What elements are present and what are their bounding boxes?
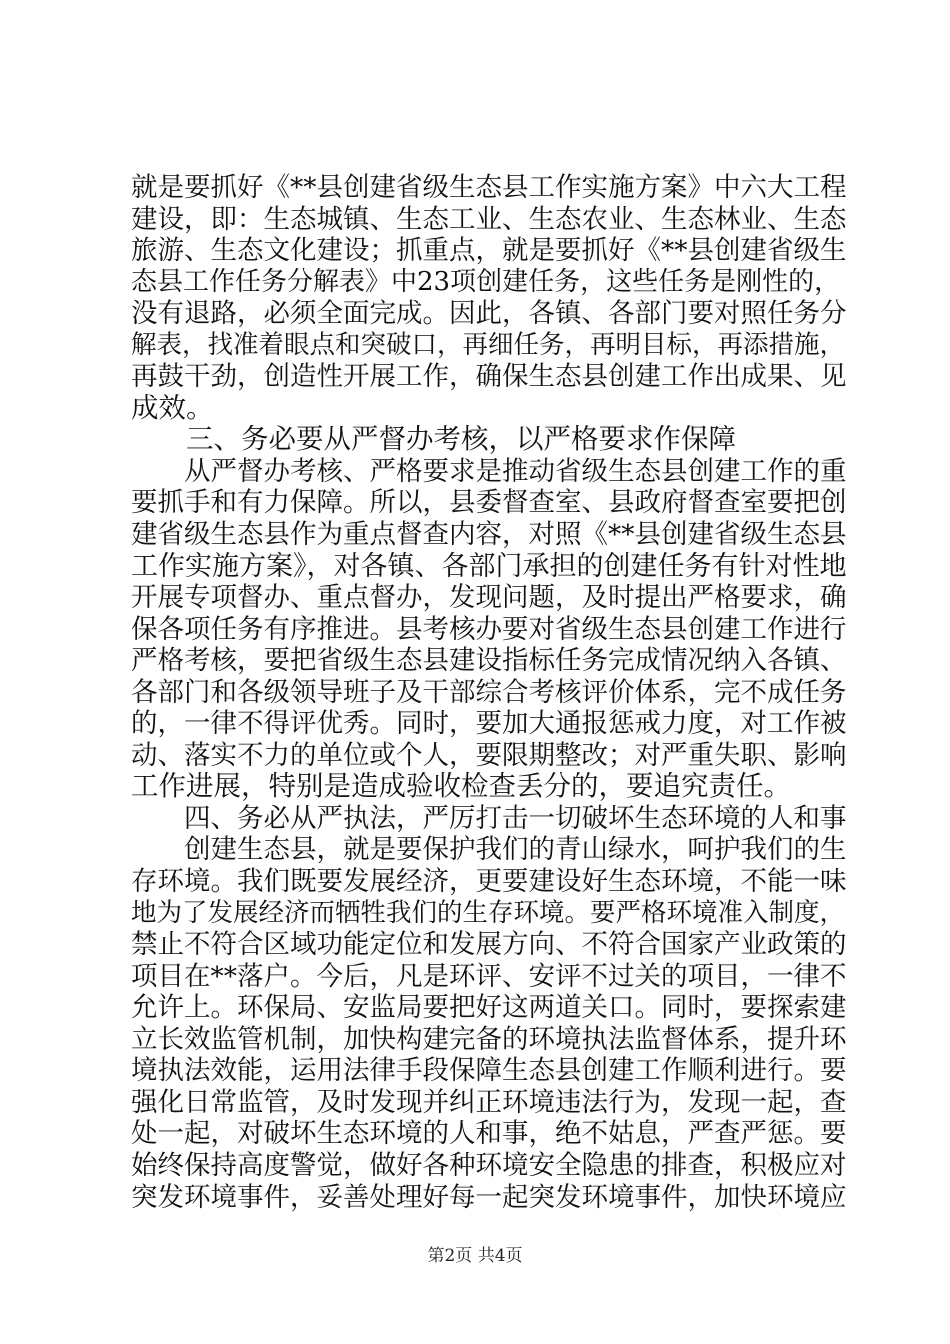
text-line: 就是要抓好《**县创建省级生态县工作实施方案》中六大工程 (131, 172, 847, 203)
text-line: 各部门和各级领导班子及干部综合考核评价体系，完不成任务 (131, 676, 847, 708)
text-line: 工作实施方案》，对各镇、各部门承担的创建任务有针对性地 (131, 550, 847, 582)
text-line: 工作进展，特别是造成验收检查丢分的，要追究责任。 (131, 770, 791, 803)
text-line: 从严督办考核、严格要求是推动省级生态县创建工作的重 (131, 455, 847, 487)
text-line: 解表，找准着眼点和突破口，再细任务，再明目标，再添措施， (131, 329, 846, 360)
text-line: 成效。 (131, 391, 214, 424)
text-line: 再鼓干劲，创造性开展工作，确保生态县创建工作出成果、见 (131, 361, 847, 393)
text-line: 强化日常监管，及时发现并纠正环境违法行为，发现一起，查 (131, 1086, 847, 1118)
text-line: 建设，即：生态城镇、生态工业、生态农业、生态林业、生态 (131, 203, 847, 235)
text-line: 三、务必要从严督办考核，以严格要求作保障 (131, 423, 736, 456)
text-line: 始终保持高度警觉，做好各种环境安全隐患的排查，积极应对 (131, 1149, 847, 1181)
page-number-footer: 第2页 共4页 (427, 1246, 523, 1266)
text-line: 禁止不符合区域功能定位和发展方向、不符合国家产业政策的 (131, 929, 847, 961)
text-line: 严格考核，要把省级生态县建设指标任务完成情况纳入各镇、 (131, 645, 847, 677)
text-line: 项目在**落户。今后，凡是环评、安评不过关的项目，一律不 (131, 960, 847, 992)
text-line: 旅游、生态文化建设；抓重点，就是要抓好《**县创建省级生 (131, 235, 847, 267)
text-line: 创建生态县，就是要保护我们的青山绿水，呵护我们的生 (131, 834, 847, 866)
text-line: 地为了发展经济而牺牲我们的生存环境。要严格环境准入制度， (131, 897, 846, 928)
text-line: 保各项任务有序推进。县考核办要对省级生态县创建工作进行 (131, 613, 847, 645)
text-line: 突发环境事件，妥善处理好每一起突发环境事件，加快环境应 (131, 1181, 847, 1213)
text-line: 态县工作任务分解表》中23项创建任务，这些任务是刚性的， (131, 266, 841, 297)
text-line: 四、务必从严执法，严厉打击一切破坏生态环境的人和事 (131, 802, 847, 834)
text-line: 建省级生态县作为重点督查内容，对照《**县创建省级生态县 (131, 519, 847, 551)
text-line: 处一起，对破坏生态环境的人和事，绝不姑息，严查严惩。要 (131, 1118, 847, 1150)
text-line: 开展专项督办、重点督办，发现问题，及时提出严格要求，确 (131, 582, 847, 614)
text-line: 存环境。我们既要发展经济，更要建设好生态环境，不能一味 (131, 866, 847, 898)
document-body (131, 172, 851, 1213)
text-line: 境执法效能，运用法律手段保障生态县创建工作顺利进行。要 (131, 1055, 847, 1087)
text-line: 的，一律不得评优秀。同时，要加大通报惩戒力度，对工作被 (131, 708, 847, 740)
text-line: 动、落实不力的单位或个人，要限期整改；对严重失职、影响 (131, 739, 847, 771)
text-line: 没有退路，必须全面完成。因此，各镇、各部门要对照任务分 (131, 298, 847, 330)
text-line: 允许上。环保局、安监局要把好这两道关口。同时，要探索建 (131, 992, 847, 1024)
text-line: 要抓手和有力保障。所以，县委督查室、县政府督查室要把创 (131, 487, 847, 519)
text-line: 立长效监管机制，加快构建完备的环境执法监督体系，提升环 (131, 1023, 847, 1055)
